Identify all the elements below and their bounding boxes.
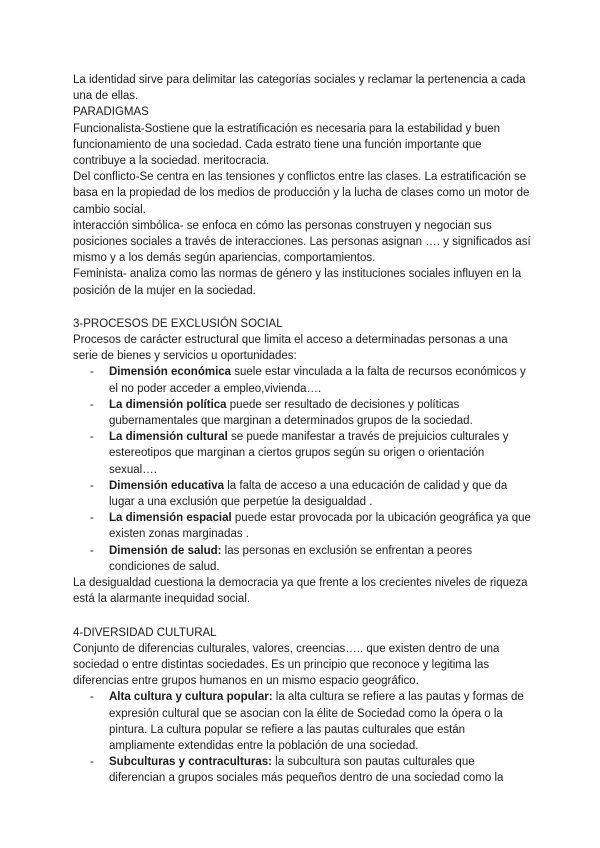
dimension-term: Dimensión de salud: — [109, 544, 222, 557]
identity-paragraph: La identidad sirve para delimitar las categorías sociales y reclamar la pertenencia a cada una de ellas. — [73, 74, 526, 103]
dimension-text: suele estar vinculada a la falta de recursos económicos y el no poder acceder a empleo,vivienda…. — [109, 366, 526, 395]
diversity-list — [73, 689, 533, 786]
dash-bullet: - — [90, 691, 94, 704]
section-spacer — [73, 299, 533, 316]
dimension-term: La dimensión cultural — [109, 431, 228, 444]
diversity-heading: 4-DIVERSIDAD CULTURAL — [73, 626, 217, 639]
dimension-text: puede ser resultado de decisiones y políticas gubernamentales que marginan a determinados grupos de la sociedad. — [109, 398, 473, 428]
culture-term: Alta cultura y cultura popular: — [109, 691, 273, 704]
dimension-text: la falta de acceso a una educación de calidad y que da lugar a una exclusión que perpetúe la desigualdad . — [109, 479, 508, 509]
dash-bullet: - — [90, 398, 94, 411]
list-item — [90, 429, 533, 478]
section-spacer — [73, 608, 533, 625]
dimension-text: se puede manifestar a través de prejuicios culturales y estereotipos que marginan a ciertos grupos según su origen o orientación sexual…. — [109, 431, 509, 476]
dimension-term: Dimensión educativa — [109, 479, 225, 492]
paradigms-heading: PARADIGMAS — [73, 106, 149, 119]
exclusion-dimensions-list — [73, 364, 533, 575]
dash-bullet: - — [90, 512, 94, 525]
feminist-paragraph: Feminista- analiza como las normas de género y las instituciones sociales influyen en la posición de la mujer en la sociedad. — [73, 268, 522, 297]
list-item — [90, 478, 533, 510]
dimension-term: La dimensión espacial — [109, 512, 232, 525]
dash-bullet: - — [90, 366, 94, 379]
dash-bullet: - — [90, 431, 94, 444]
list-item — [90, 397, 533, 429]
list-item — [90, 543, 533, 575]
dimension-term: La dimensión política — [109, 398, 227, 411]
symbolic-interaction-paragraph: interacción simbólica- se enfoca en cómo las personas construyen y negocian sus posiciones sociales a través de interacciones. Las personas asignan …. y significados así mismo y a los demás según apariencias, comportamientos. — [73, 219, 531, 265]
list-item — [90, 689, 533, 754]
list-item — [90, 754, 533, 786]
culture-text: la subcultura son pautas culturales que diferencian a grupos sociales más pequeños dentro de una sociedad como la — [109, 756, 504, 785]
dimension-term: Dimensión económica — [109, 366, 232, 379]
dash-bullet: - — [90, 479, 94, 492]
culture-text: la alta cultura se refiere a las pautas y formas de expresión cultural que se asocian con la élite de Sociedad como la ópera o la pintura. La cultura popular se refiere a las pautas culturales que están ampliamente extendidas entre la población de una sociedad. — [109, 691, 524, 752]
document-page — [73, 72, 533, 787]
exclusion-heading: 3-PROCESOS DE EXCLUSIÓN SOCIAL — [73, 317, 283, 330]
dimension-text: puede estar provocada por la ubicación geográfica ya que existen zonas marginadas . — [109, 512, 531, 541]
dash-bullet: - — [90, 544, 94, 557]
conflict-paragraph: Del conflicto-Se centra en las tensiones y conflictos entre las clases. La estratificación se basa en la propiedad de los medios de producción y la lucha de clases como un motor de cambio social. — [73, 171, 530, 216]
dash-bullet: - — [90, 756, 94, 769]
exclusion-description: Procesos de carácter estructural que limita el acceso a determinadas personas a una serie de bienes y servicios u oportunidades: — [73, 334, 508, 363]
diversity-description: Conjunto de diferencias culturales, valores, creencias….. que existen dentro de una sociedad o entre distintas sociedades. Es un principio que reconoce y legitima las diferencias entre grupos humanos en un mismo espacio geográfico. — [73, 642, 500, 688]
culture-term: Subculturas y contraculturas: — [109, 756, 272, 769]
list-item — [90, 364, 533, 396]
functionalist-paragraph: Funcionalista-Sostiene que la estratificación es necesaria para la estabilidad y buen funcionamiento de una sociedad. Cada estrato tiene una función importante que contribuye a la sociedad. meritocracia. — [73, 122, 501, 168]
dimension-text: las personas en exclusión se enfrentan a peores condiciones de salud. — [109, 544, 473, 573]
list-item — [90, 510, 533, 542]
exclusion-conclusion: La desigualdad cuestiona la democracia ya que frente a los crecientes niveles de riqueza está la alarmante inequidad social. — [73, 577, 528, 606]
